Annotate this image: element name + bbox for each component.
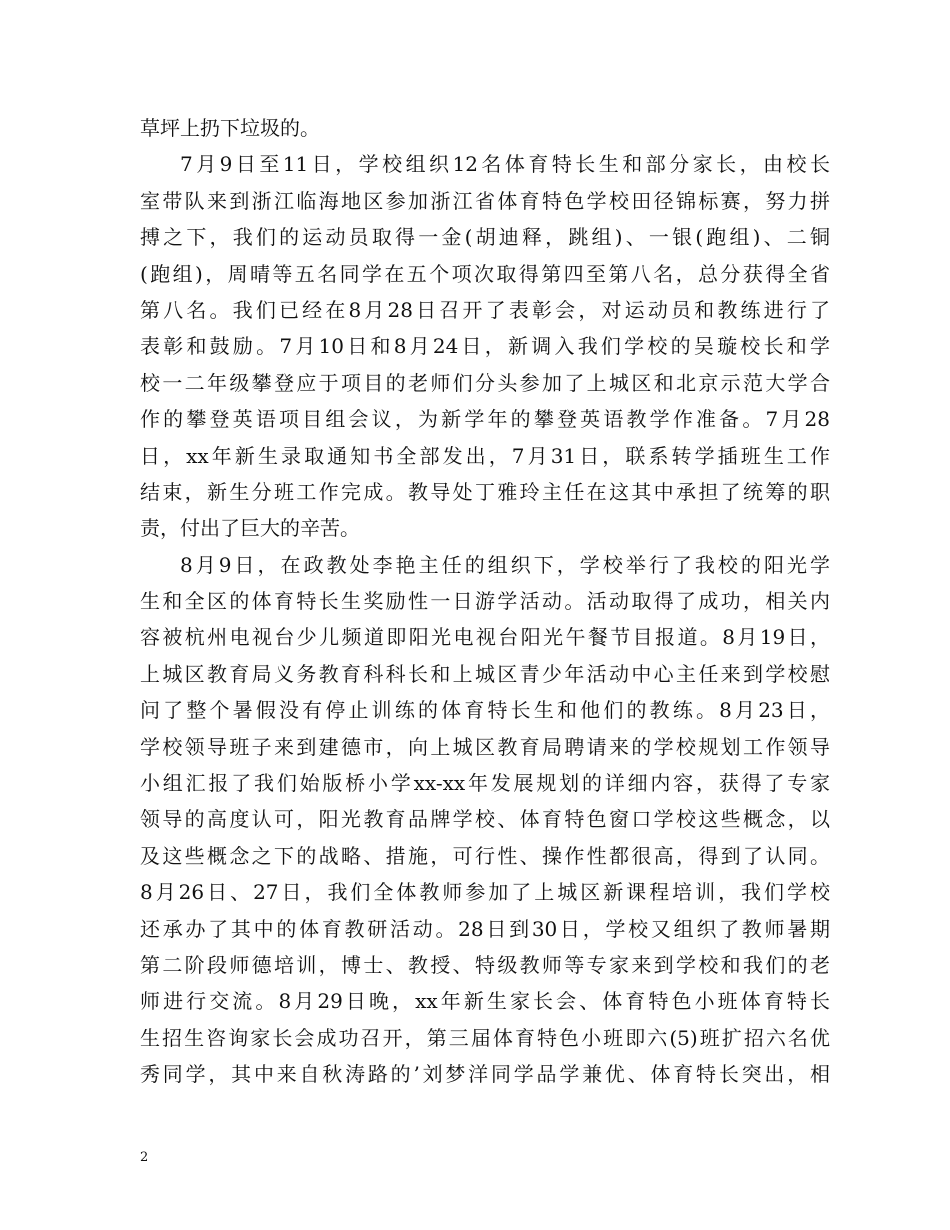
text-line: 秀同学，其中来自秋涛路的’刘梦洋同学品学兼优、体育特长突出，相	[140, 1062, 830, 1087]
text-line: 搏之下，我们的运动员取得一金(胡迪释，跳组)、一银(跑组)、二铜	[140, 225, 830, 250]
text-line: 校一二年级攀登应于项目的老师们分头参加了上城区和北京示范大学合	[140, 370, 830, 395]
text-line: 8月9日，在政教处李艳主任的组织下，学校举行了我校的阳光学	[180, 552, 830, 577]
text-line: 第二阶段师德培训，博士、教授、特级教师等专家来到学校和我们的老	[140, 952, 830, 977]
text-line: 师进行交流。8月29日晚，xx年新生家长会、体育特色小班体育特长	[140, 989, 830, 1014]
text-line: 还承办了其中的体育教研活动。28日到30日，学校又组织了教师暑期	[140, 916, 830, 941]
text-line: 作的攀登英语项目组会议，为新学年的攀登英语教学作准备。7月28	[140, 407, 830, 432]
text-line: 及这些概念之下的战略、措施，可行性、操作性都很高，得到了认同。	[140, 843, 830, 868]
text-line: 小组汇报了我们始版桥小学xx-xx年发展规划的详细内容，获得了专家	[140, 771, 830, 796]
text-line: 第八名。我们已经在8月28日召开了表彰会，对运动员和教练进行了	[140, 297, 830, 322]
text-line: 室带队来到浙江临海地区参加浙江省体育特色学校田径锦标赛，努力拼	[140, 188, 830, 213]
text-line: 问了整个暑假没有停止训练的体育特长生和他们的教练。8月23日，	[140, 698, 830, 723]
text-line: 领导的高度认可，阳光教育品牌学校、体育特色窗口学校这些概念，以	[140, 807, 830, 832]
text-line: 草坪上扔下垃圾的。	[140, 116, 320, 140]
body-text	[140, 110, 830, 1093]
page-number: 2	[140, 1150, 149, 1165]
text-line: 生招生咨询家长会成功召开，第三届体育特色小班即六(5)班扩招六名优	[140, 1025, 830, 1050]
text-line: 结束，新生分班工作完成。教导处丁雅玲主任在这其中承担了统筹的职	[140, 479, 830, 504]
text-line: 学校领导班子来到建德市，向上城区教育局聘请来的学校规划工作领导	[140, 734, 830, 759]
text-line: 8月26日、27日，我们全体教师参加了上城区新课程培训，我们学校	[140, 880, 830, 905]
text-line: 责，付出了巨大的辛苦。	[140, 516, 360, 541]
text-line: 7月9日至11日，学校组织12名体育特长生和部分家长，由校长	[180, 152, 830, 177]
text-line: 生和全区的体育特长生奖励性一日游学活动。活动取得了成功，相关内	[140, 589, 830, 614]
text-line: 日，xx年新生录取通知书全部发出，7月31日，联系转学插班生工作	[140, 443, 830, 468]
text-line: 容被杭州电视台少儿频道即阳光电视台阳光午餐节目报道。8月19日，	[140, 625, 830, 650]
text-line: 上城区教育局义务教育科科长和上城区青少年活动中心主任来到学校慰	[140, 661, 830, 686]
text-line: 表彰和鼓励。7月10日和8月24日，新调入我们学校的吴璇校长和学	[140, 334, 830, 359]
text-line: (跑组)，周晴等五名同学在五个项次取得第四至第八名，总分获得全省	[140, 261, 830, 286]
